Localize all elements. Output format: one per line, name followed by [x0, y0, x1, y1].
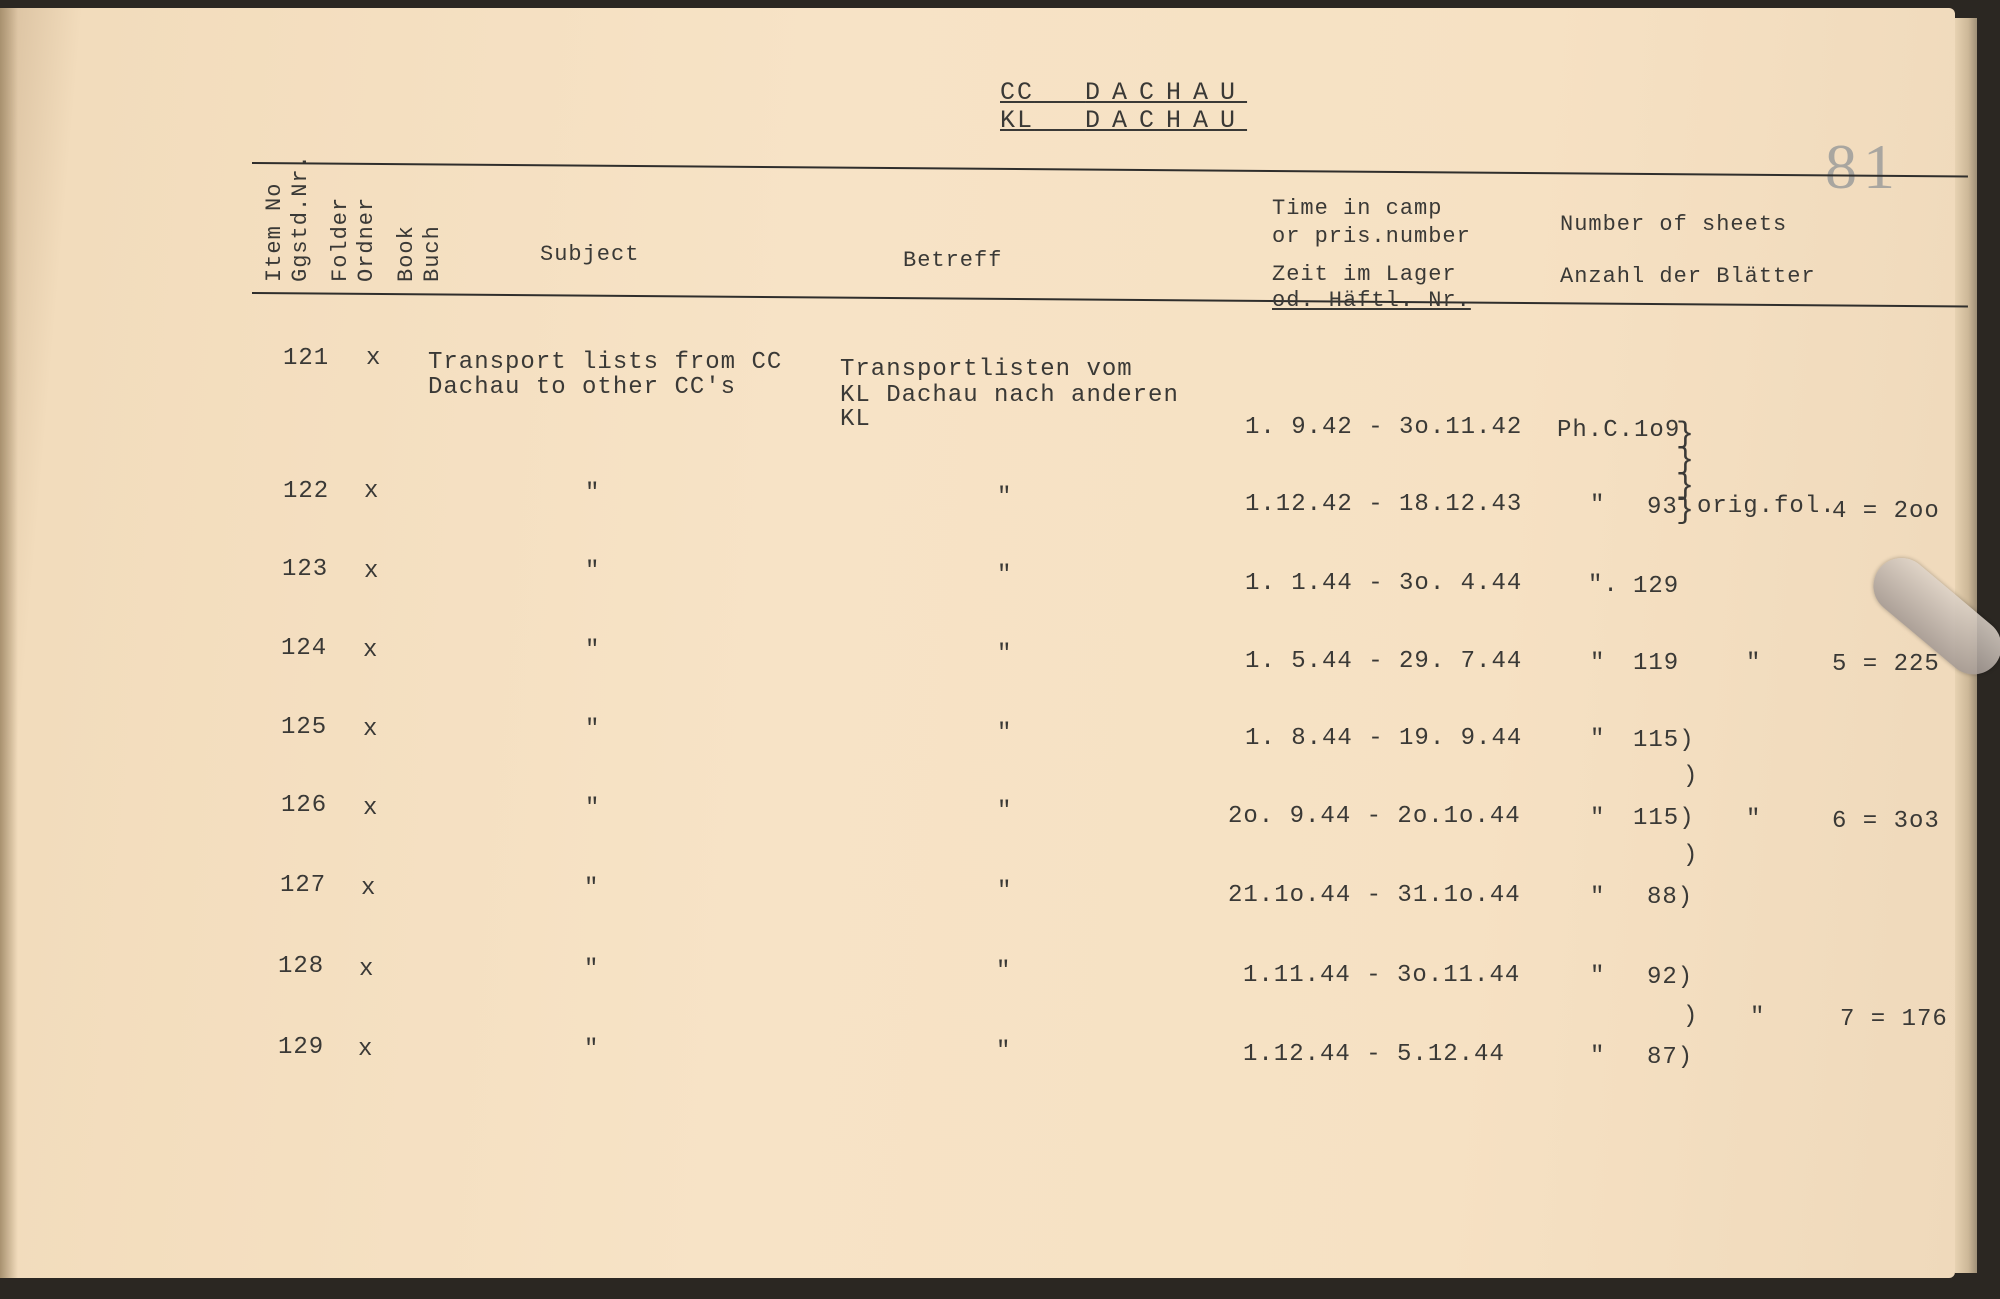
row-126-betreff: " — [997, 798, 1013, 825]
bracket-connector-1: ) — [1683, 763, 1699, 790]
row-128-betreff: " — [996, 958, 1012, 985]
row-123-subject: " — [585, 558, 601, 585]
group-1-brace-2: } — [1676, 444, 1695, 478]
title-dachau-1: DACHAU — [1085, 78, 1248, 107]
title-line-2 — [1000, 106, 1247, 135]
row-125-mark: x — [363, 716, 379, 743]
row-127-mark: x — [361, 875, 377, 902]
group-1-brace-1: } — [1676, 418, 1695, 452]
row-121-betreff-line1: Transportlisten vom — [840, 356, 1133, 383]
header-betreff: Betreff — [903, 248, 1003, 273]
row-124-mark: x — [363, 637, 379, 664]
row-129-subject: " — [584, 1036, 600, 1063]
row-122-time: 1.12.42 - 18.12.43 — [1245, 491, 1523, 518]
row-123-ditto: ". — [1588, 572, 1619, 599]
title-cc: CC — [1000, 78, 1035, 107]
row-122-item: 122 — [283, 478, 330, 505]
row-125-betreff: " — [997, 720, 1013, 747]
row-124-ditto: " — [1590, 650, 1606, 677]
row-122-ditto: " — [1590, 492, 1606, 519]
row-124-item: 124 — [281, 635, 328, 662]
row-125-time: 1. 8.44 - 19. 9.44 — [1245, 725, 1523, 752]
row-121-time: 1. 9.42 - 3o.11.42 — [1245, 414, 1523, 441]
row-129-mark: x — [358, 1036, 374, 1063]
row-125-sheets: 115) — [1633, 727, 1695, 754]
row-121-betreff-line3: KL — [840, 406, 871, 433]
row-128-ditto: " — [1590, 963, 1606, 990]
row-122-sheets: 93 — [1647, 494, 1678, 521]
row-126-mark: x — [363, 795, 379, 822]
row-127-time: 21.1o.44 - 31.1o.44 — [1228, 882, 1521, 909]
header-item-no: Item No — [262, 182, 287, 282]
group-4-ditto: " — [1750, 1004, 1766, 1031]
row-126-subject: " — [585, 795, 601, 822]
header-ordner: Ordner — [354, 196, 379, 282]
header-folder: Folder — [328, 196, 353, 282]
row-124-time: 1. 5.44 - 29. 7.44 — [1245, 648, 1523, 675]
page-number: 81 — [1825, 131, 1901, 202]
row-128-item: 128 — [278, 953, 325, 980]
row-126-item: 126 — [281, 792, 328, 819]
row-123-time: 1. 1.44 - 3o. 4.44 — [1245, 570, 1523, 597]
row-129-ditto: " — [1590, 1043, 1606, 1070]
row-127-sheets: 88) — [1647, 884, 1694, 911]
row-127-subject: " — [584, 875, 600, 902]
row-125-ditto: " — [1590, 726, 1606, 753]
title-dachau-2: DACHAU — [1085, 106, 1248, 135]
row-128-mark: x — [359, 956, 375, 983]
group-2-formula: 5 = 225 — [1832, 651, 1940, 678]
row-128-sheets: 92) — [1647, 964, 1694, 991]
header-ggstd-nr: Ggstd.Nr. — [288, 154, 313, 282]
row-123-betreff: " — [997, 562, 1013, 589]
header-time-en-2: or pris.number — [1272, 224, 1471, 249]
header-book: Book — [394, 225, 419, 282]
row-124-betreff: " — [997, 641, 1013, 668]
row-122-mark: x — [364, 478, 380, 505]
group-1-formula: 4 = 2oo — [1832, 498, 1940, 525]
title-kl: KL — [1000, 106, 1035, 135]
row-123-sheets: 129 — [1633, 573, 1680, 600]
bracket-connector-3: ) — [1683, 1003, 1699, 1030]
row-121-sheets: Ph.C.1o9 — [1557, 417, 1681, 444]
row-127-item: 127 — [280, 872, 327, 899]
row-129-betreff: " — [996, 1038, 1012, 1065]
row-128-subject: " — [584, 956, 600, 983]
row-123-item: 123 — [282, 556, 329, 583]
row-128-time: 1.11.44 - 3o.11.44 — [1243, 962, 1521, 989]
row-127-ditto: " — [1590, 884, 1606, 911]
group-1-brace-4: } — [1676, 494, 1695, 528]
row-124-sheets: 119 — [1633, 650, 1680, 677]
group-2-ditto: " — [1746, 650, 1762, 677]
row-129-time: 1.12.44 - 5.12.44 — [1243, 1041, 1505, 1068]
row-121-subject-line1: Transport lists from CC — [428, 349, 783, 376]
header-sheets-de: Anzahl der Blätter — [1560, 264, 1816, 289]
group-1-brace-3: } — [1676, 470, 1695, 504]
row-122-subject: " — [585, 480, 601, 507]
bracket-connector-2: ) — [1683, 842, 1699, 869]
title-line-1 — [1000, 78, 1247, 107]
header-time-en-1: Time in camp — [1272, 196, 1443, 221]
row-126-sheets: 115) — [1633, 805, 1695, 832]
row-121-mark: x — [366, 345, 382, 372]
row-121-betreff-line2: KL Dachau nach anderen — [840, 382, 1179, 409]
row-127-betreff: " — [997, 878, 1013, 905]
header-time-de-2: od. Häftl. Nr. — [1272, 288, 1471, 313]
page-binding-shadow — [0, 8, 18, 1278]
group-3-formula: 6 = 3o3 — [1832, 808, 1940, 835]
header-buch: Buch — [420, 225, 445, 282]
group-3-ditto: " — [1746, 806, 1762, 833]
row-129-sheets: 87) — [1647, 1044, 1694, 1071]
row-121-item: 121 — [283, 345, 330, 372]
row-129-item: 129 — [278, 1034, 325, 1061]
row-124-subject: " — [585, 637, 601, 664]
header-time-de-1: Zeit im Lager — [1272, 262, 1457, 287]
header-sheets-en: Number of sheets — [1560, 212, 1788, 237]
row-121-subject-line2: Dachau to other CC's — [428, 374, 737, 401]
row-123-mark: x — [364, 558, 380, 585]
group-1-label: orig.fol. — [1697, 493, 1836, 520]
row-125-item: 125 — [281, 714, 328, 741]
header-subject: Subject — [540, 242, 640, 267]
row-126-time: 2o. 9.44 - 2o.1o.44 — [1228, 803, 1521, 830]
row-122-betreff: " — [997, 484, 1013, 511]
row-126-ditto: " — [1590, 805, 1606, 832]
group-4-formula: 7 = 176 — [1840, 1006, 1948, 1033]
row-125-subject: " — [585, 716, 601, 743]
